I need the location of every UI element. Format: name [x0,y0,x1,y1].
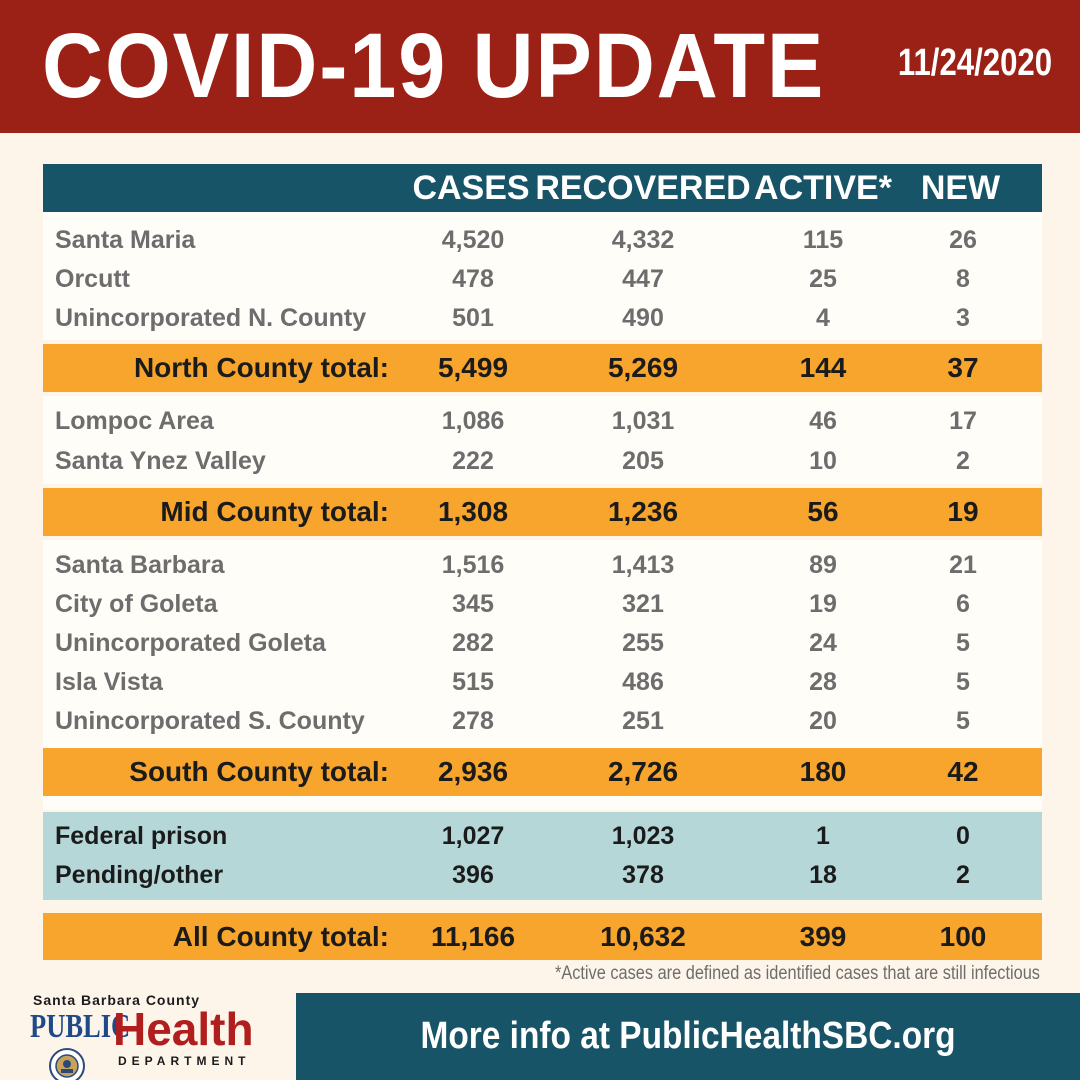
total-recovered: 2,726 [607,756,679,787]
total-cases: 11,166 [430,920,516,952]
total-label: Mid County total: [160,496,389,527]
row-new: 8 [956,265,970,293]
table-row [43,663,1042,702]
row-new: 2 [956,861,970,889]
row-cases: 345 [452,590,494,618]
row-cases: 1,516 [441,551,505,579]
row-new: 2 [956,447,970,475]
total-new: 42 [947,756,979,787]
total-cases: 1,308 [437,496,509,527]
row-recovered: 378 [622,861,664,889]
row-recovered: 321 [622,590,664,618]
row-new: 5 [956,629,970,657]
row-cases: 4,520 [441,226,505,254]
total-recovered: 1,236 [607,496,679,527]
table-row [43,624,1042,663]
row-recovered: 1,413 [611,551,675,579]
logo-department-text: DEPARTMENT [118,1054,251,1068]
row-name: Orcutt [55,265,130,293]
total-label: North County total: [133,352,389,383]
total-active: 144 [799,352,847,383]
mid-county-total-row [43,488,1042,536]
header-banner [0,0,1080,133]
row-active: 28 [809,668,837,696]
row-new: 21 [949,551,977,579]
row-name: Unincorporated S. County [55,707,365,735]
footer-banner [296,993,1080,1080]
row-recovered: 490 [622,304,664,332]
total-active: 56 [807,496,839,527]
active-cases-footnote: *Active cases are defined as identified cases that are still infectious [554,963,1040,984]
row-cases: 222 [452,447,494,475]
row-name: Santa Maria [55,226,196,254]
row-recovered: 4,332 [611,226,675,254]
row-recovered: 1,031 [611,407,675,435]
total-label: South County total: [129,756,389,787]
row-name: Isla Vista [55,668,163,696]
row-name: Santa Barbara [55,551,225,579]
total-recovered: 10,632 [600,920,686,952]
table-row [43,260,1042,299]
more-info-link[interactable]: More info at PublicHealthSBC.org [420,1015,956,1057]
row-active: 46 [809,407,837,435]
total-label: All County total: [172,920,389,952]
row-new: 17 [949,407,977,435]
row-name: City of Goleta [55,590,218,618]
row-active: 4 [816,304,830,332]
row-cases: 515 [452,668,494,696]
row-active: 115 [802,226,844,254]
south-county-total-row [43,748,1042,796]
table-row [43,442,1042,481]
row-active: 1 [816,822,830,850]
row-cases: 1,086 [441,407,505,435]
table-row [43,817,1042,856]
row-cases: 396 [452,861,494,889]
row-active: 24 [809,629,837,657]
total-recovered: 5,269 [607,352,679,383]
row-active: 89 [809,551,837,579]
row-new: 5 [956,668,970,696]
total-new: 37 [947,352,979,383]
update-date: 11/24/2020 [897,42,1052,84]
row-new: 5 [956,707,970,735]
logo-county-text: Santa Barbara County [33,992,201,1008]
total-cases: 2,936 [437,756,509,787]
logo-health-text: Health [113,1003,254,1055]
spacer-band [43,796,1042,810]
row-recovered: 251 [622,707,664,735]
row-cases: 282 [452,629,494,657]
total-new: 19 [947,496,979,527]
row-recovered: 1,023 [611,822,675,850]
table-row [43,299,1042,338]
row-active: 20 [809,707,837,735]
row-name: Lompoc Area [55,407,214,435]
row-recovered: 447 [622,265,664,293]
row-cases: 478 [452,265,494,293]
table-header-row [43,164,1042,212]
public-health-logo [0,992,294,1080]
row-cases: 1,027 [441,822,505,850]
column-header-new: NEW [920,168,1001,207]
row-new: 6 [956,590,970,618]
column-header-recovered: RECOVERED [535,168,751,207]
row-name: Pending/other [55,861,224,889]
page-title: COVID-19 UPDATE [42,15,826,117]
row-recovered: 255 [622,629,664,657]
row-new: 0 [956,822,970,850]
north-county-total-row [43,344,1042,392]
row-name: Santa Ynez Valley [55,447,266,475]
row-active: 25 [809,265,837,293]
logo-public-text: PUBLIC [30,1008,131,1045]
table-row [43,856,1042,895]
total-cases: 5,499 [437,352,509,383]
table-row [43,221,1042,260]
row-active: 18 [809,861,837,889]
row-cases: 278 [452,707,494,735]
row-active: 19 [809,590,837,618]
column-header-cases: CASES [412,168,530,207]
table-row [43,585,1042,624]
table-row [43,546,1042,585]
row-cases: 501 [452,304,494,332]
column-header-active: ACTIVE* [754,168,892,207]
row-new: 26 [949,226,977,254]
row-recovered: 486 [622,668,664,696]
row-name: Unincorporated N. County [55,304,367,332]
row-name: Federal prison [55,822,228,850]
row-name: Unincorporated Goleta [55,629,326,657]
row-recovered: 205 [622,447,664,475]
table-row [43,702,1042,741]
table-row [43,402,1042,441]
total-active: 399 [799,920,847,952]
all-county-total-row [43,913,1042,960]
row-active: 10 [809,447,837,475]
row-new: 3 [956,304,970,332]
county-seal-icon [48,1047,86,1080]
total-active: 180 [799,756,847,787]
total-new: 100 [939,920,987,952]
